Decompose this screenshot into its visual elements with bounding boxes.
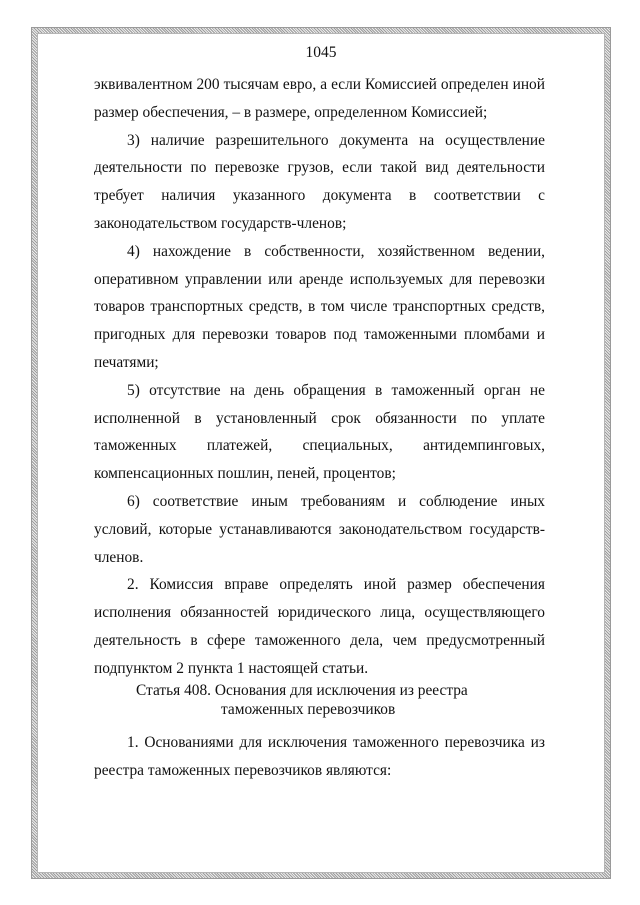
paragraph-clause-2: 2. Комиссия вправе определять иной размер обеспечения исполнения обязанностей юридического лица, осуществляющего деятельность в сфере таможенного дела, чем предусмотренный подпунктом 2 пункта 1 настоящей статьи. xyxy=(94,576,545,677)
paragraph-item-4: 4) нахождение в собственности, хозяйственном ведении, оперативном управлении или аренде используемых для перевозки товаров транспортных средств, в том числе транспортных средств, пригодных для перевозки товаров под таможенными пломбами и печатями; xyxy=(94,242,545,371)
article-title-line2: таможенных перевозчиков xyxy=(221,700,396,718)
body-text-top xyxy=(94,71,545,683)
page-number: 1045 xyxy=(305,44,337,61)
page-area xyxy=(37,33,605,873)
page-border xyxy=(31,27,611,879)
paragraph-continuation: эквивалентном 200 тысячам евро, а если Комиссией определен иной размер обеспечения, – в размере, определенном Комиссией; xyxy=(94,76,545,121)
body-text-bottom xyxy=(94,729,545,785)
paragraph-item-6: 6) соответствие иным требованиям и соблюдение иных условий, которые устанавливаются законодательством государств-членов. xyxy=(94,492,545,566)
paragraph-item-5: 5) отсутствие на день обращения в таможенный орган не исполненной в установленный срок обязанности по уплате таможенных платежей, специальных, антидемпинговых, компенсационных пошлин, пеней, процентов; xyxy=(94,381,545,483)
article-heading xyxy=(136,682,536,719)
article-title-line1: Статья 408. Основания для исключения из реестра xyxy=(136,682,468,699)
paragraph-clause-1: 1. Основаниями для исключения таможенного перевозчика из реестра таможенных перевозчиков являются: xyxy=(94,734,545,779)
paragraph-item-3: 3) наличие разрешительного документа на осуществление деятельности по перевозке грузов, если такой вид деятельности требует наличия указанного документа в соответствии с законодательством государств-членов; xyxy=(94,131,545,232)
